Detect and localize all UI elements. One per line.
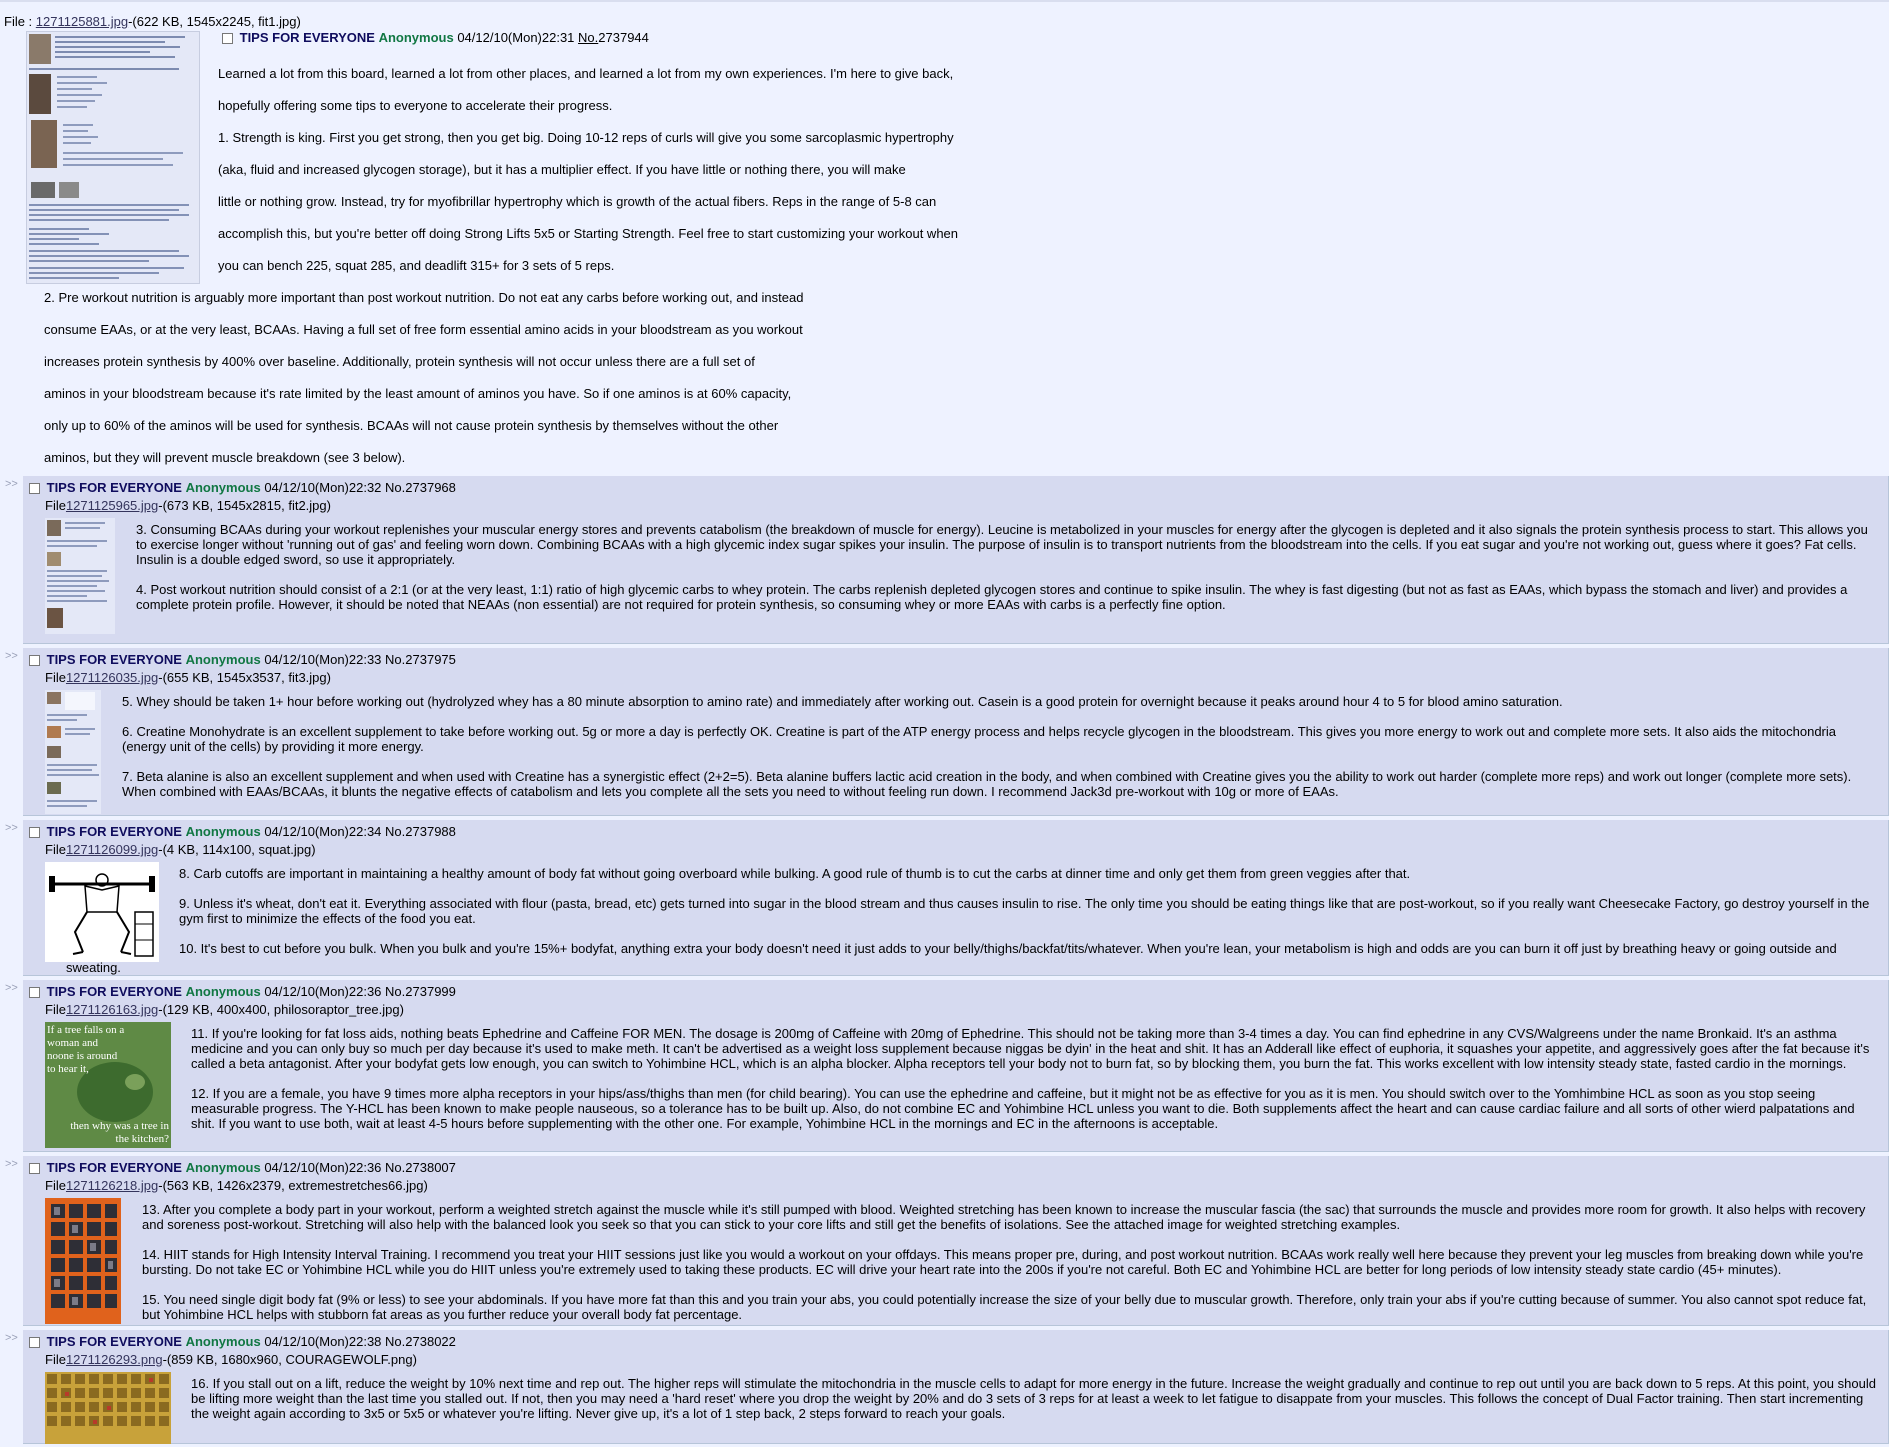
reply-body [136,522,1880,627]
reply-paragraph: 4. Post workout nutrition should consist of a 2:1 (or at the very least, 1:1) ratio of high glycemic carbs to whey protein. The carbs replenish depleted glycogen stores and continue to spike insulin. The whey is fast digesting (but not as fast as EAAs, which bypass the stomach and liver) and provides a complete protein profile. However, it should be noted that NEAAs (non essential) are not required for protein synthesis, so consuming whey or more EAAs with carbs is a perfectly fine option. [136,582,1848,612]
reply-datetime: 04/12/10(Mon)22:34 [264,824,382,839]
reply-header [29,1334,456,1349]
reply-file-link[interactable]: 1271125965.jpg [65,498,159,513]
op-poster-name: Anonymous [378,30,454,45]
reply-paragraph: 13. After you complete a body part in your workout, perform a weighted stretch against the muscle while it's still pumped with blood. Weighted stretching has been known to increase the muscular fascia (the sac) that surrounds the muscle and provides more room for growth. It also helps with recovery and soreness post-workout. Stretching will also help with the balanced look you seek so that you can stick to your core lifts and still get the benefits of isolations. See the attached image for weighted stretching examples. [142,1202,1866,1232]
reply-file-info [45,1352,417,1367]
reply-body [142,1202,1880,1337]
reply-post-number[interactable]: No.2738022 [385,1334,456,1349]
reply-post [0,980,1889,1152]
reply-datetime: 04/12/10(Mon)22:33 [264,652,382,667]
reply-file-link[interactable]: 1271126099.jpg [65,842,159,857]
op-line: 1. Strength is king. First you get strong, then you get big. Doing 10-12 reps of curls will give you some sarcoplasmic hypertrophy [218,130,954,145]
op-post-number[interactable]: 2737944 [598,30,649,45]
reply-file-info [45,670,331,685]
reply-delete-checkbox[interactable] [29,483,40,494]
reply-container [23,1156,1889,1326]
reply-file-info [45,1178,428,1193]
reply-poster-name: Anonymous [185,480,261,495]
reply-post-number[interactable]: No.2737975 [385,652,456,667]
reply-file-link[interactable]: 1271126035.jpg [65,670,159,685]
reply-datetime: 04/12/10(Mon)22:32 [264,480,382,495]
op-thumbnail[interactable] [26,31,200,284]
reply-arrows: >> [5,1332,18,1344]
reply-arrows: >> [5,478,18,490]
reply-post [0,1330,1889,1444]
reply-thumbnail[interactable] [45,1198,121,1327]
reply-overflow-text: sweating. [66,960,121,975]
reply-delete-checkbox[interactable] [29,1163,40,1174]
op-delete-checkbox[interactable] [222,33,233,44]
reply-poster-name: Anonymous [185,984,261,999]
reply-header [29,480,456,495]
reply-file-link[interactable]: 1271126293.png [65,1352,163,1367]
reply-post [0,476,1889,644]
reply-post-number[interactable]: No.2737968 [385,480,456,495]
reply-paragraph: 5. Whey should be taken 1+ hour before working out (hydrolyzed whey has a 80 minute absorption to amino rate) and immediately after working out. Casein is a good protein for overnight because it peaks around hour 4 to 5 for blood amino saturation. [122,694,1563,709]
op-file-info [4,14,301,29]
reply-poster-name: Anonymous [185,1334,261,1349]
reply-subject: TIPS FOR EVERYONE [46,824,182,839]
reply-poster-name: Anonymous [185,652,261,667]
reply-paragraph: 3. Consuming BCAAs during your workout replenishes your muscular energy stores and prevents catabolism (the breakdown of muscle for energy). Leucine is metabolized in your muscles for energy after the glycogen is depleted and it also signals the protein synthesis process to start. This allows you to exercise longer without 'running out of gas' and feeling worn down. Combining BCAAs with a high glycemic index sugar spikes your insulin. The purpose of insulin is to transport nutrients from the bloodstream into the cells. If you eat sugar and you're not working out, guess where it goes? Fat cells. Insulin is a double edged sword, so use it appropriately. [136,522,1868,567]
reply-file-meta: -(859 KB, 1680x960, COURAGEWOLF.png) [162,1352,417,1367]
reply-file-link[interactable]: 1271126218.jpg [65,1178,159,1193]
op-line: (aka, fluid and increased glycogen storage), but it has a multiplier effect. If you have little or nothing there, you will make [218,162,906,177]
reply-body [179,866,1880,971]
reply-poster-name: Anonymous [185,1160,261,1175]
reply-delete-checkbox[interactable] [29,1337,40,1348]
reply-subject: TIPS FOR EVERYONE [46,480,182,495]
reply-paragraph: 16. If you stall out on a lift, reduce the weight by 10% next time and rep out. The higher reps will stimulate the mitochondria in the muscle cells to adapt for more energy in the future. Increase the weight gradually and continue to rep out until you are back down to 5 reps. At this point, you should be lifting more weight than the last time you stalled out. If not, then you may need a 'hard reset' where you drop the weight by 20% and do 3 sets of 3 reps for at least a week to let fatigue to disappate from your muscles. This follows the concept of Dual Factor training. Then start incrementing the weight again according to 3x5 or 5x5 or whatever you're lifting. Never give up, it's a lot of 1 step back, 2 steps forward to reach your goals. [191,1376,1876,1421]
reply-header [29,652,456,667]
reply-arrows: >> [5,1158,18,1170]
thumbnail-caption-bottom: then why was a tree in the kitchen? [70,1120,169,1145]
reply-paragraph: 11. If you're looking for fat loss aids, nothing beats Ephedrine and Caffeine FOR MEN. The dosage is 200mg of Caffeine with 20mg of Ephedrine. This should not be taking more than 3-4 times a day. You can find ephedrine in any CVS/Walgreens under the name Bronkaid. It's an asthma medicine and you can only buy so much per day because it's used to make meth. It can't be advertised as a weight loss supplement because niggas be dyin' in the heat and shit. It has an Adderall like effect of euphoria, it squashes your appetite, and aggressively goes after the fat because it's called a beta antagonist. After your bodyfat gets low enough, you can switch to Yohimbine HCL, which is an alpha blocker. Alpha receptors tell your body not to burn fat, so by blocking them, you burn the fat. This works excellent with low intensity steady state, fasted cardio in the mornings. [191,1026,1870,1071]
reply-thumbnail[interactable] [45,690,101,817]
op-line: Learned a lot from this board, learned a lot from other places, and learned a lot from my own experiences. I'm here to give back, [218,66,954,81]
reply-paragraph: 6. Creatine Monohydrate is an excellent supplement to take before working out. 5g or more a day is perfectly OK. Creatine is part of the ATP energy process and helps recycle glycogen in the bloodstream. This gives you more energy to work out and complete more sets. It also aids the mitochondria (energy unit of the cells) by providing it more energy. [122,724,1837,754]
reply-subject: TIPS FOR EVERYONE [46,984,182,999]
reply-container [23,980,1889,1152]
reply-file-info [45,1002,404,1017]
reply-post-number[interactable]: No.2737999 [385,984,456,999]
reply-delete-checkbox[interactable] [29,827,40,838]
reply-paragraph: 9. Unless it's wheat, don't eat it. Everything associated with flour (pasta, bread, etc) gets turned into sugar in the blood stream and thus causes insulin to rise. The only time you should be eating things like that are post-workout, so if you really want Cheesecake Factory, go destroy yourself in the gym first to minimize the effects of the food you eat. [179,896,1870,926]
reply-paragraph: 7. Beta alanine is also an excellent supplement and when used with Creatine has a synergistic effect (2+2=5). Beta alanine buffers lactic acid creation in the body, and when combined with Creatine gives you the ability to work out harder (complete more reps) and work out longer (complete more sets). When combined with EAAs/BCAAs, it blunts the negative effects of catabolism and lets you complete all the sets you need to without feeling run down. I recommend Jack3d pre-workout with 10g or more of EAAs. [122,769,1852,799]
reply-arrows: >> [5,650,18,662]
reply-post-number[interactable]: No.2738007 [385,1160,456,1175]
reply-container [23,648,1889,816]
reply-paragraph: 14. HIIT stands for High Intensity Interval Training. I recommend you treat your HIIT sessions just like you would a workout on your offdays. This means proper pre, during, and post workout nutrition. BCAAs work really well here because they prevent your leg muscles from breaking down while you're bursting. Do not take EC or Yohimbine HCL while you do HIIT unless you're extremely used to taking these products. EC will drive your heart rate into the 200s if you're not careful. Both EC and Yohimbine HCL are better for long periods of low intensity steady state cardio (45+ minutes). [142,1247,1864,1277]
reply-header [29,824,456,839]
reply-file-meta: -(563 KB, 1426x2379, extremestretches66.jpg) [158,1178,428,1193]
reply-file-label: File [45,1002,66,1017]
reply-post [0,1156,1889,1326]
reply-file-label: File [45,498,66,513]
reply-thumbnail[interactable] [45,518,115,637]
op-line: aminos, but they will prevent muscle breakdown (see 3 below). [44,450,406,465]
reply-header [29,1160,456,1175]
reply-container [23,476,1889,644]
reply-body [191,1026,1880,1146]
op-line: aminos in your bloodstream because it's rate limited by the least amount of aminos you have. So if one aminos is at 60% capacity, [44,386,792,401]
op-line: only up to 60% of the aminos will be used for synthesis. BCAAs will not cause protein synthesis by themselves without the other [44,418,779,433]
reply-file-meta: -(655 KB, 1545x3537, fit3.jpg) [158,670,331,685]
reply-file-label: File [45,1352,66,1367]
op-post-number-link[interactable]: No. [578,30,599,45]
op-line: consume EAAs, or at the very least, BCAAs. Having a full set of free form essential amino acids in your bloodstream as you workout [44,322,803,337]
reply-file-label: File [45,1178,66,1193]
reply-header [29,984,456,999]
reply-file-meta: -(129 KB, 400x400, philosoraptor_tree.jpg) [158,1002,404,1017]
reply-file-meta: -(673 KB, 1545x2815, fit2.jpg) [158,498,331,513]
op-line: you can bench 225, squat 285, and deadlift 315+ for 3 sets of 5 reps. [218,258,615,273]
reply-file-link[interactable]: 1271126163.jpg [65,1002,159,1017]
reply-arrows: >> [5,822,18,834]
op-file-link[interactable]: 1271125881.jpg [35,14,129,29]
reply-datetime: 04/12/10(Mon)22:38 [264,1334,382,1349]
op-body [218,58,1018,282]
reply-delete-checkbox[interactable] [29,655,40,666]
reply-delete-checkbox[interactable] [29,987,40,998]
thumbnail-caption-top: If a tree falls on a woman and noone is around to hear it, [47,1024,125,1075]
reply-post [0,648,1889,816]
reply-post-number[interactable]: No.2737988 [385,824,456,839]
reply-body [122,694,1880,814]
op-file-label: File : [4,14,33,29]
reply-arrows: >> [5,982,18,994]
op-header [222,30,649,45]
reply-paragraph: 12. If you are a female, you have 9 times more alpha receptors in your hips/ass/thighs than men (for child bearing). You can use the ephedrine and caffeine, but it might not be as effective for you as it is men. You should switch over to the Yomhimbine HCL as soon as you stop seeing measurable progress. The Y-HCL has been known to make people nauseous, so a tolerance has to be built up. Also, do not combine EC and Yohimbine HCL unless you want to die. Both supplements affect the heart and can cause cardiac failure and all sorts of other wierd palpatations and shit. If you want to use both, wait at least 4-5 hours before supplementing with the other one. For example, Yohimbine HCL in the mornings and EC in the afternoons is acceptable. [191,1086,1855,1131]
reply-body [191,1376,1880,1436]
op-line: little or nothing grow. Instead, try for myofibrillar hypertrophy which is growth of the actual fibers. Reps in the range of 5-8 can [218,194,937,209]
reply-thumbnail[interactable] [45,1372,171,1447]
reply-subject: TIPS FOR EVERYONE [46,652,182,667]
reply-subject: TIPS FOR EVERYONE [46,1160,182,1175]
reply-container [23,1330,1889,1444]
reply-poster-name: Anonymous [185,824,261,839]
reply-datetime: 04/12/10(Mon)22:36 [264,1160,382,1175]
op-line: 2. Pre workout nutrition is arguably more important than post workout nutrition. Do not eat any carbs before working out, and instead [44,290,804,305]
op-body-continued [44,282,944,474]
reply-thumbnail[interactable] [45,862,159,965]
op-line: hopefully offering some tips to everyone to accelerate their progress. [218,98,613,113]
reply-file-info [45,498,331,513]
top-divider [0,0,1889,2]
reply-container [23,820,1889,976]
op-datetime: 04/12/10(Mon)22:31 [457,30,575,45]
op-line: accomplish this, but you're better off doing Strong Lifts 5x5 or Starting Strength. Feel free to start customizing your workout when [218,226,959,241]
reply-paragraph: 10. It's best to cut before you bulk. When you bulk and you're 15%+ bodyfat, anything extra your body doesn't need it just adds to your belly/thighs/backfat/tits/whatever. When you're lean, your metabolism is high and odds are you can burn it off just by breathing heavy or going outside and [179,941,1837,956]
reply-paragraph: 8. Carb cutoffs are important in maintaining a healthy amount of body fat without going overboard while bulking. A good rule of thumb is to cut the carbs at dinner time and only get them from green veggies after that. [179,866,1411,881]
reply-paragraph: 15. You need single digit body fat (9% or less) to see your abdominals. If you have more fat than this and you train your abs, you could potentially increase the size of your belly due to muscular growth. Therefore, only train your abs if you're cutting because of summer. You also cannot spot reduce fat, but Yohimbine HCL helps with stubborn fat areas as you further reduce your overall body fat percentage. [142,1292,1867,1322]
reply-datetime: 04/12/10(Mon)22:36 [264,984,382,999]
reply-thumbnail[interactable] [45,1022,171,1148]
reply-file-label: File [45,670,66,685]
reply-file-label: File [45,842,66,857]
reply-subject: TIPS FOR EVERYONE [46,1334,182,1349]
reply-post [0,820,1889,976]
op-subject: TIPS FOR EVERYONE [239,30,375,45]
reply-file-meta: -(4 KB, 114x100, squat.jpg) [158,842,316,857]
reply-file-info [45,842,316,857]
op-file-meta: -(622 KB, 1545x2245, fit1.jpg) [128,14,301,29]
op-line: increases protein synthesis by 400% over baseline. Additionally, protein synthesis will not occur unless there are a full set of [44,354,755,369]
